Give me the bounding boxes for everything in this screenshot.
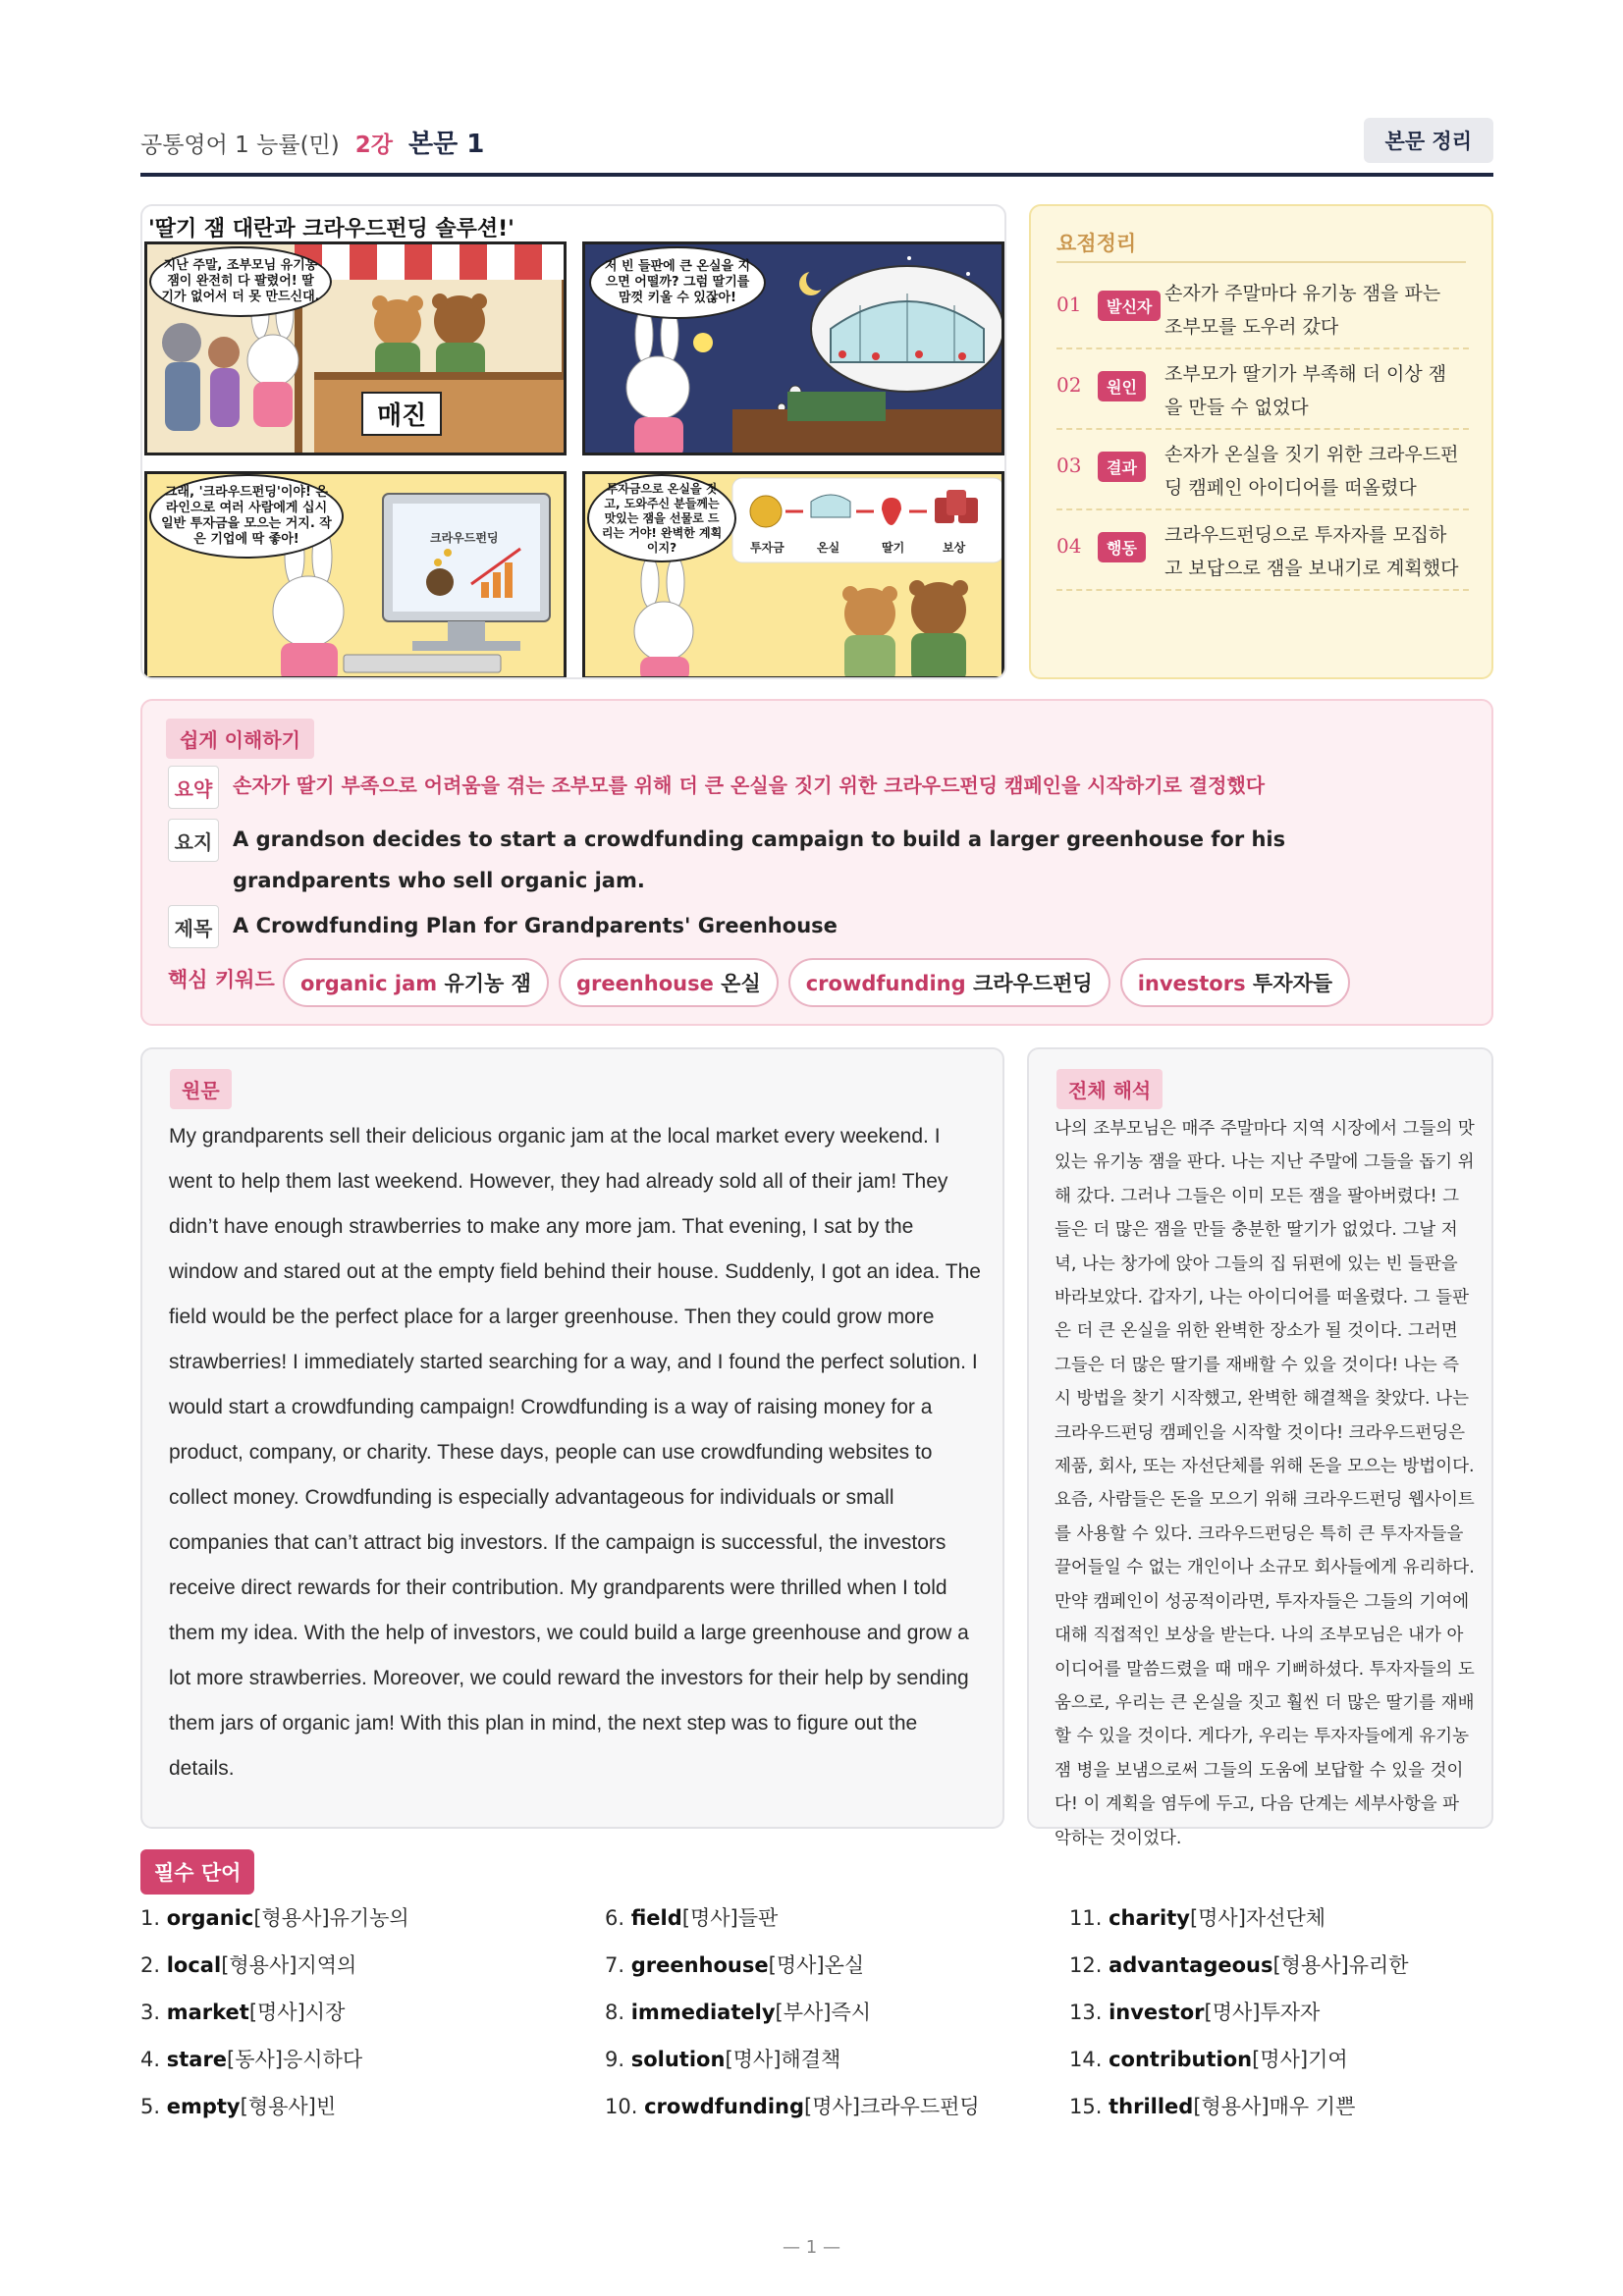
key-point-item [1056, 271, 1469, 349]
monitor-text: 크라우드펀딩 [430, 531, 499, 545]
vocab-item: 8. immediately[부사]즉시 [605, 2001, 872, 2024]
vocab-item: 13. investor[명사]투자자 [1069, 2001, 1321, 2024]
page-header [140, 116, 1493, 177]
key-point-item [1056, 432, 1469, 510]
vocab-item: 12. advantageous[형용사]유리한 [1069, 1953, 1409, 1977]
comic-strip [140, 204, 1006, 679]
course-name: 공통영어 1 능률(민) [140, 133, 340, 158]
comic-panel-3 [144, 471, 567, 679]
vocab-item: 11. charity[명사]자선단체 [1069, 1906, 1326, 1930]
gist-label: 요지 [168, 819, 219, 862]
sold-out-sign: 매진 [361, 392, 442, 436]
key-point-text: 크라우드펀딩으로 투자자를 모집하고 보답으로 잼을 보내기로 계획했다 [1164, 524, 1459, 579]
comic-panel-1 [144, 241, 567, 455]
vocab-column-3 [1069, 1902, 1409, 2138]
vocab-item: 5. empty[형용사]빈 [140, 2095, 337, 2118]
page-number: — 1 — [783, 2237, 840, 2258]
key-point-text: 조부모가 딸기가 부족해 더 이상 잼을 만들 수 없었다 [1164, 363, 1447, 418]
divider [1056, 261, 1466, 263]
vocab-item: 2. local[형용사]지역의 [140, 1953, 357, 1977]
gist-text: A grandson decides to start a crowdfunding campaign to build a larger greenhouse for his grandparents who sell organic jam. [233, 828, 1286, 892]
original-text-box [140, 1047, 1004, 1829]
title-label: 제목 [168, 905, 219, 948]
easy-understanding-tag: 쉽게 이해하기 [166, 719, 314, 759]
speech-bubble: 투자금으로 온실을 짓고, 도와주신 분들께는 맛있는 잼을 선물로 드리는 거야! 완벽한 계획이지? [587, 474, 736, 562]
key-point-item [1056, 512, 1469, 591]
keywords-label: 핵심 키워드 [168, 968, 275, 991]
keywords-list [283, 958, 1350, 1007]
comic-panel-4 [582, 471, 1004, 679]
header-title-group [140, 124, 484, 160]
vocab-item: 6. field[명사]들판 [605, 1906, 779, 1930]
comic-panel-2 [582, 241, 1004, 455]
key-points-title: 요점정리 [1056, 232, 1137, 255]
vocab-tag: 필수 단어 [140, 1849, 254, 1895]
key-point-text: 손자가 주말마다 유기농 잼을 파는 조부모를 도우러 갔다 [1164, 283, 1441, 338]
section-tag: 본문 정리 [1364, 118, 1493, 163]
keyword-chip: organic jam 유기농 잼 [283, 958, 549, 1007]
easy-understanding-box [140, 699, 1493, 1026]
translation-box [1027, 1047, 1493, 1848]
vocab-item: 1. organic[형용사]유기농의 [140, 1906, 409, 1930]
keyword-chip: greenhouse 온실 [559, 958, 779, 1007]
vocab-item: 4. stare[동사]응시하다 [140, 2048, 363, 2071]
summary-label: 요약 [168, 766, 219, 809]
original-passage: My grandparents sell their delicious organic jam at the local market every weekend. I went to help them last weekend. However, they had already sold all of their jam! They didn’t have enough strawberries to make any more jam. That evening, I sat by the window and stared out at the empty field behind their house. Suddenly, I got an idea. The field would be the perfect place for a larger greenhouse. Then they could grow more strawberries! I immediately started searching for a way, and I found the perfect solution. I would start a crowdfunding campaign! Crowdfunding is a way of raising money for a product, company, or charity. These days, people can use crowdfunding websites to collect money. Crowdfunding is especially advantageous for individuals or small companies that can’t attract big investors. If the campaign is successful, the investors receive direct rewards for their contribution. My grandparents were thrilled when I told them my idea. With the help of investors, we could build a large greenhouse and grow a lot more strawberries. Moreover, we could reward the investors for their help by sending them jars of organic jam! With this plan in mind, the next step was to figure out the details. [169, 1125, 981, 1780]
key-point-number: 04 [1056, 534, 1082, 558]
comic-title: '딸기 잼 대란과 크라우드펀딩 솔루션!' [148, 217, 514, 241]
translation-tag: 전체 해석 [1056, 1069, 1163, 1109]
flow-label-strawberry: 딸기 [882, 541, 905, 555]
key-point-badge: 결과 [1098, 452, 1146, 482]
vocab-column-1 [140, 1902, 409, 2138]
key-points-box [1029, 204, 1493, 679]
vocab-item: 10. crowdfunding[명사]크라우드펀딩 [605, 2095, 980, 2118]
translation-passage: 나의 조부모님은 매주 주말마다 지역 시장에서 그들의 맛있는 유기농 잼을 판다. 나는 지난 주말에 그들을 돕기 위해 갔다. 그러나 그들은 이미 모든 잼을 팔아버렸다! 그들은 더 많은 잼을 만들 충분한 딸기가 없었다. 그날 저녁, 나는 창가에 앉아 그들의 집 뒤편에 있는 빈 들판을 바라보았다. 갑자기, 나는 아이디어를 떠올렸다. 그 들판은 더 큰 온실을 위한 완벽한 장소가 될 것이다. 그러면 그들은 더 많은 딸기를 재배할 수 있을 것이다! 나는 즉시 방법을 찾기 시작했고, 완벽한 해결책을 찾았다. 나는 크라우드펀딩 캠페인을 시작할 것이다! 크라우드펀딩은 제품, 회사, 또는 자선단체를 위해 돈을 모으는 방법이다. 요즘, 사람들은 돈을 모으기 위해 크라우드펀딩 웹사이트를 사용할 수 있다. 크라우드펀딩은 특히 큰 투자자들을 끌어들일 수 없는 개인이나 소규모 회사들에게 유리하다. 만약 캠페인이 성공적이라면, 투자자들은 그들의 기여에 대해 직접적인 보상을 받는다. 나의 조부모님은 내가 아이디어를 말씀드렸을 때 매우 기뻐하셨다. 투자자들의 도움으로, 우리는 큰 온실을 짓고 훨씬 더 많은 딸기를 재배할 수 있을 것이다. 게다가, 우리는 투자자들에게 유기농 잼 병을 보냄으로써 그들의 도움에 보답할 수 있을 것이다! 이 계획을 염두에 두고, 다음 단계는 세부사항을 파악하는 것이었다. [1055, 1119, 1475, 1848]
title-text: A Crowdfunding Plan for Grandparents' Greenhouse [233, 914, 838, 937]
summary-row [168, 766, 1440, 809]
speech-bubble: 그래, '크라우드펀딩'이야! 온라인으로 여러 사람에게 십시일반 투자금을 모으는 거지. 작은 기업에 딱 좋아! [149, 474, 344, 559]
original-tag: 원문 [170, 1069, 232, 1109]
speech-bubble: 저 빈 들판에 큰 온실을 지으면 어떨까? 그럼 딸기를 맘껏 키울 수 있잖아! [589, 246, 766, 319]
key-point-badge: 원인 [1098, 371, 1146, 401]
key-point-number: 01 [1056, 293, 1082, 316]
key-point-badge: 발신자 [1098, 291, 1161, 321]
vocab-item: 3. market[명사]시장 [140, 2001, 346, 2024]
keyword-chip: investors 투자자들 [1120, 958, 1350, 1007]
vocab-item: 9. solution[명사]해결책 [605, 2048, 841, 2071]
key-point-item [1056, 351, 1469, 430]
key-point-number: 03 [1056, 454, 1082, 477]
gist-row [168, 819, 1440, 901]
keyword-chip: crowdfunding 크라우드펀딩 [788, 958, 1110, 1007]
speech-bubble: 지난 주말, 조부모님 유기농 잼이 완전히 다 팔렸어! 딸기가 없어서 더 못 만드신대. [149, 246, 332, 317]
summary-text: 손자가 딸기 부족으로 어려움을 겪는 조부모를 위해 더 큰 온실을 짓기 위한 크라우드펀딩 캠페인을 시작하기로 결정했다 [233, 774, 1266, 797]
flow-label-greenhouse: 온실 [817, 541, 840, 555]
flow-label-reward: 보상 [943, 541, 966, 555]
vocab-column-2 [605, 1902, 980, 2138]
lesson-number: 2강 [354, 133, 393, 158]
key-point-badge: 행동 [1098, 532, 1146, 562]
vocab-item: 7. greenhouse[명사]온실 [605, 1953, 865, 1977]
vocab-item: 14. contribution[명사]기여 [1069, 2048, 1348, 2071]
key-point-text: 손자가 온실을 짓기 위한 크라우드펀딩 캠페인 아이디어를 떠올렸다 [1164, 444, 1459, 499]
title-row [168, 905, 1440, 948]
part-title: 본문 1 [407, 130, 485, 159]
key-point-number: 02 [1056, 373, 1082, 397]
flow-label-investment: 투자금 [750, 541, 784, 555]
vocab-item: 15. thrilled[형용사]매우 기쁜 [1069, 2095, 1356, 2118]
